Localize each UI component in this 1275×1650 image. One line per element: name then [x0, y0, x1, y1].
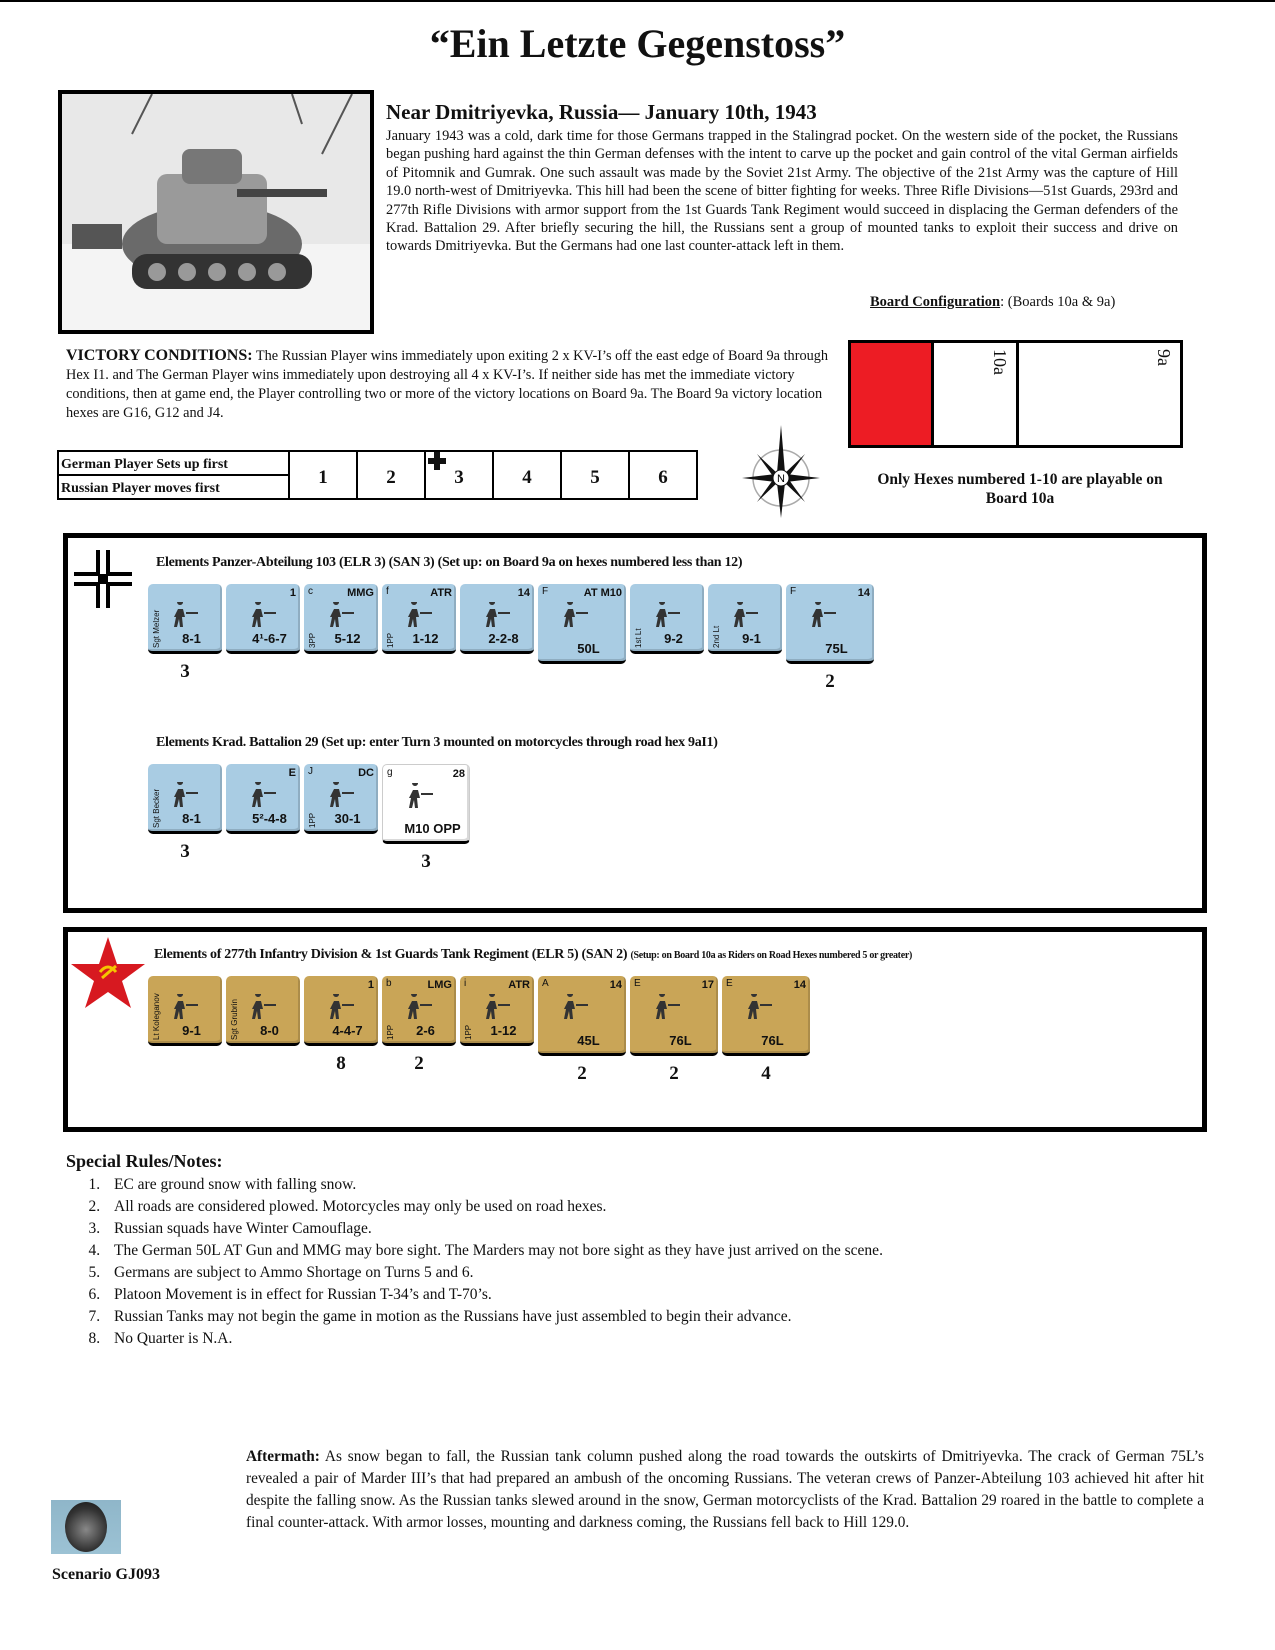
turn-record-track: [57, 450, 698, 500]
unit-counter: [148, 764, 222, 834]
unit-counter: [226, 764, 300, 834]
counter-slot: [382, 584, 456, 684]
german-section2-counters: [148, 764, 474, 874]
unit-silhouette-icon: [402, 602, 436, 628]
aftermath-text: As snow began to fall, the Russian tank column pushed along the road towards the outskirts of Dmitriyevka. The crack of German 75L’s revealed a pair of Marder III’s that had prepared an ambush of the oncoming Russians. The veteran crews of Panzer-Abteilung 103 achieved hit after hit despite the falling snow. As the Russian tanks slewed around in the snow, German motorcyclists of the Krad. Battalion 29 roared in the battle to complete a final counter-attack. With armor losses, mounting and darkness coming, the Russians fell back to Hill 129.0.: [246, 1448, 1204, 1531]
counter-slot: [630, 584, 704, 684]
unit-silhouette-icon: [246, 994, 280, 1020]
victory-label: VICTORY CONDITIONS:: [66, 347, 253, 364]
rule-1: 1. EC are ground snow with falling snow.: [104, 1174, 883, 1196]
turn-2: 2: [357, 451, 425, 499]
unit-silhouette-icon: [168, 602, 202, 628]
board-9a: [1019, 343, 1180, 445]
counter-quantity: 2: [414, 1053, 424, 1074]
rule-4: 4. The German 50L AT Gun and MMG may bore sight. The Marders may not bore sight as they have just arrived on the scene.: [104, 1240, 883, 1262]
rule-5: 5. Germans are subject to Ammo Shortage on Turns 5 and 6.: [104, 1262, 883, 1284]
russian-section-header: [154, 946, 912, 965]
counter-slot: [382, 764, 470, 874]
scenario-title: “Ein Letzte Gegenstoss”: [429, 21, 846, 66]
counter-corner-code: E: [634, 978, 641, 989]
counter-strength: 76L: [669, 1033, 692, 1048]
counter-slot: [148, 584, 222, 684]
counter-corner-code: A: [542, 978, 549, 989]
counter-strength: 75L: [825, 641, 848, 656]
special-rules: [66, 1150, 883, 1350]
counter-type: 14: [517, 587, 530, 599]
counter-corner-code: E: [726, 978, 733, 989]
board-9a-label: 9a: [1154, 349, 1174, 366]
unit-silhouette-icon: [742, 994, 776, 1020]
unit-silhouette-icon: [246, 782, 280, 808]
top-rule: [0, 0, 1275, 2]
unit-counter: [226, 976, 300, 1046]
unit-counter: [538, 584, 626, 664]
counter-strength: 1-12: [412, 631, 439, 646]
counter-name: Sgt Becker: [152, 788, 161, 828]
counter-quantity: 3: [421, 851, 431, 872]
counter-type: 1: [289, 587, 296, 599]
first-move: Russian Player moves first: [58, 475, 289, 499]
counter-strength: 4¹-6-7: [252, 631, 287, 646]
offboard-area: [851, 343, 934, 445]
unit-silhouette-icon: [650, 994, 684, 1020]
board-10a-label: 10a: [990, 349, 1010, 375]
unit-silhouette-icon: [558, 602, 592, 628]
playable-note: Only Hexes numbered 1-10 are playable on Board 10a: [877, 471, 1163, 507]
counter-strength: 76L: [761, 1033, 784, 1048]
counter-strength: 4-4-7: [332, 1023, 363, 1038]
counter-name: 1PP: [386, 1024, 395, 1040]
russian-setup-note: (Setup: on Board 10a as Riders on Road Hexes numbered 5 or greater): [630, 950, 913, 961]
counter-slot: [538, 976, 626, 1086]
counter-type: MMG: [347, 587, 374, 599]
counter-slot: [382, 976, 456, 1076]
unit-silhouette-icon: [558, 994, 592, 1020]
counter-strength: 2-6: [416, 1023, 435, 1038]
board-config-label: Board Configuration: [870, 294, 1001, 310]
rule-8: 8. No Quarter is N.A.: [104, 1328, 883, 1350]
german-reinforcement-cross-icon: [428, 452, 446, 470]
author-avatar: [51, 1500, 121, 1554]
unit-counter: [460, 976, 534, 1046]
counter-quantity: 3: [180, 841, 190, 862]
counter-strength: 8-1: [182, 631, 201, 646]
counter-slot: [722, 976, 810, 1086]
scenario-id: Scenario GJ093: [52, 1566, 160, 1583]
counter-strength: M10 OPP: [404, 821, 461, 836]
counter-type: ATR: [508, 979, 530, 991]
unit-counter: [538, 976, 626, 1056]
unit-counter: [382, 764, 470, 844]
aftermath: [246, 1446, 1204, 1534]
counter-name: 1PP: [386, 632, 395, 648]
unit-silhouette-icon: [324, 782, 358, 808]
counter-slot: [708, 584, 782, 684]
aftermath-label: Aftermath:: [246, 1448, 320, 1465]
counter-name: 2nd Lt: [712, 625, 721, 648]
unit-counter: [304, 976, 378, 1046]
counter-quantity: 8: [336, 1053, 346, 1074]
soldier-portrait-icon: [65, 1502, 107, 1552]
unit-silhouette-icon: [324, 994, 358, 1020]
compass-rose-icon: [742, 423, 820, 518]
unit-silhouette-icon: [246, 602, 280, 628]
german-section2-header: Elements Krad. Battalion 29 (Set up: enter Turn 3 mounted on motorcycles through road hex 9aI1): [156, 735, 718, 750]
unit-silhouette-icon: [324, 602, 358, 628]
unit-silhouette-icon: [168, 994, 202, 1020]
unit-counter: [382, 584, 456, 654]
counter-slot: [226, 976, 300, 1076]
counter-slot: [786, 584, 874, 694]
german-section1-header: Elements Panzer-Abteilung 103 (ELR 3) (SAN 3) (Set up: on Board 9a on hexes numbered less than 12): [156, 555, 743, 570]
counter-strength: 5²-4-8: [252, 811, 287, 826]
soviet-star-icon: [68, 932, 148, 1012]
german-order-of-battle: [63, 533, 1207, 913]
turn-4: 4: [493, 451, 561, 499]
counter-name: 1PP: [308, 812, 317, 828]
unit-silhouette-icon: [650, 602, 684, 628]
counter-corner-code: c: [308, 586, 313, 597]
counter-slot: [226, 764, 300, 864]
unit-silhouette-icon: [168, 782, 202, 808]
counter-quantity: 2: [577, 1063, 587, 1084]
victory-conditions: [66, 346, 832, 423]
counter-corner-code: F: [790, 586, 797, 597]
counter-type: AT M10: [583, 587, 622, 599]
counter-quantity: 2: [825, 671, 835, 692]
unit-counter: [226, 584, 300, 654]
unit-silhouette-icon: [480, 994, 514, 1020]
counter-type: E: [288, 767, 296, 779]
unit-counter: [708, 584, 782, 654]
german-balkenkreuz-icon: [74, 550, 132, 608]
counter-name: 1st Lt: [634, 628, 643, 648]
turn-3-label: 3: [454, 467, 464, 488]
unit-counter: [148, 976, 222, 1046]
counter-type: LMG: [427, 979, 452, 991]
counter-type: 28: [452, 768, 465, 780]
rule-2: 2. All roads are considered plowed. Motorcycles may only be used on road hexes.: [104, 1196, 883, 1218]
setup-order: German Player Sets up first: [58, 451, 289, 475]
unit-silhouette-icon: [806, 602, 840, 628]
board-10a: [934, 343, 1019, 445]
counter-corner-code: J: [308, 766, 313, 777]
turn-5: 5: [561, 451, 629, 499]
unit-counter: [786, 584, 874, 664]
counter-strength: 2-2-8: [488, 631, 519, 646]
counter-strength: 45L: [577, 1033, 600, 1048]
counter-strength: 8-1: [182, 811, 201, 826]
unit-silhouette-icon: [480, 602, 514, 628]
counter-corner-code: i: [464, 978, 467, 989]
russian-order-of-battle: [63, 927, 1207, 1132]
counter-slot: [460, 584, 534, 684]
counter-type: ATR: [430, 587, 452, 599]
counter-strength: 9-1: [742, 631, 761, 646]
unit-counter: [630, 584, 704, 654]
counter-strength: 9-1: [182, 1023, 201, 1038]
unit-counter: [148, 584, 222, 654]
special-rules-header: Special Rules/Notes:: [66, 1151, 223, 1171]
counter-name: Lt Koleganov: [152, 993, 161, 1040]
victory-text: The Russian Player wins immediately upon exiting 2 x KV-I’s off the east edge of Board 9a through Hex I1. and The German Player wins immediately upon destroying all 4 x KV-I’s. If neither side has met the immediate victory conditions, then at game end, the Player controlling two or more of the victory locations on Board 9a. The Board 9a victory location hexes are G16, G12 and J4.: [66, 348, 829, 421]
counter-strength: 8-0: [260, 1023, 279, 1038]
unit-counter: [460, 584, 534, 654]
counter-slot: [460, 976, 534, 1076]
scenario-location-date: Near Dmitriyevka, Russia— January 10th, 1943: [386, 100, 817, 124]
historical-photo: [58, 90, 374, 334]
unit-silhouette-icon: [402, 994, 436, 1020]
counter-slot: [148, 764, 222, 864]
rule-7: 7. Russian Tanks may not begin the game in motion as the Russians have just assembled to begin their advance.: [104, 1306, 883, 1328]
compass-north-label: N: [777, 473, 785, 485]
counter-slot: [226, 584, 300, 684]
counter-type: 14: [793, 979, 806, 991]
counter-corner-code: f: [386, 586, 389, 597]
turn-1: 1: [289, 451, 357, 499]
counter-quantity: 4: [761, 1063, 771, 1084]
board-configuration: [870, 293, 1115, 311]
counter-slot: [148, 976, 222, 1076]
unit-counter: [304, 764, 378, 834]
rule-3: 3. Russian squads have Winter Camouflage.: [104, 1218, 883, 1240]
counter-type: 14: [857, 587, 870, 599]
counter-name: Sgt Melzer: [152, 609, 161, 648]
counter-name: Sgt Grubrin: [230, 999, 239, 1040]
counter-type: DC: [358, 767, 374, 779]
russian-counters: [148, 976, 814, 1086]
counter-strength: 5-12: [334, 631, 361, 646]
counter-corner-code: F: [542, 586, 549, 597]
counter-name: 1PP: [464, 1024, 473, 1040]
counter-type: 1: [367, 979, 374, 991]
counter-corner-code: g: [387, 767, 393, 778]
turn-6: 6: [629, 451, 697, 499]
german-section1-counters: [148, 584, 878, 694]
board-layout-diagram: [848, 340, 1183, 448]
turn-3: [425, 451, 493, 499]
counter-quantity: 2: [669, 1063, 679, 1084]
counter-name: 3PP: [308, 632, 317, 648]
russian-header-title: Elements of 277th Infantry Division & 1st Guards Tank Regiment (ELR 5) (SAN 2): [154, 947, 628, 962]
unit-counter: [304, 584, 378, 654]
unit-counter: [722, 976, 810, 1056]
unit-silhouette-icon: [728, 602, 762, 628]
tank-photo-illustration: [62, 94, 370, 330]
counter-slot: [304, 764, 378, 864]
counter-type: 14: [609, 979, 622, 991]
counter-quantity: 3: [180, 661, 190, 682]
counter-slot: [538, 584, 626, 694]
counter-slot: [304, 976, 378, 1076]
special-rules-list: [66, 1174, 883, 1350]
counter-slot: [304, 584, 378, 684]
counter-corner-code: b: [386, 978, 392, 989]
unit-counter: [382, 976, 456, 1046]
counter-type: 17: [701, 979, 714, 991]
unit-counter: [630, 976, 718, 1056]
unit-silhouette-icon: [403, 783, 437, 809]
intro-paragraph: January 1943 was a cold, dark time for those Germans trapped in the Stalingrad pocket. On the western side of the pocket, the Russians began pushing hard against the thin German defenses with the intent to carve up the pocket and gain control of the vital German airfields of Pitomnik and Gumrak. One such assault was made by the Soviet 21st Army. The objective of the 21st Army was the capture of Hill 19.0 north-west of Dmitriyevka. This hill had been the scene of bitter fighting for weeks. Three Rifle Divisions—51st Guards, 293rd and 277th Rifle Divisions with armor support from the 1st Guards Tank Regiment would succeed in displacing the German defenders of the Krad. Battalion 29. After briefly securing the hill, the Russians sent a group of mounted tanks to exploit their success and drive on towards Dmitriyevka. But the Germans had one last counter-attack left in them.: [386, 128, 1178, 255]
rule-6: 6. Platoon Movement is in effect for Russian T-34’s and T-70’s.: [104, 1284, 883, 1306]
counter-strength: 1-12: [490, 1023, 517, 1038]
counter-slot: [630, 976, 718, 1086]
counter-strength: 50L: [577, 641, 600, 656]
counter-strength: 9-2: [664, 631, 683, 646]
board-config-value: : (Boards 10a & 9a): [1000, 294, 1116, 310]
counter-strength: 30-1: [334, 811, 361, 826]
